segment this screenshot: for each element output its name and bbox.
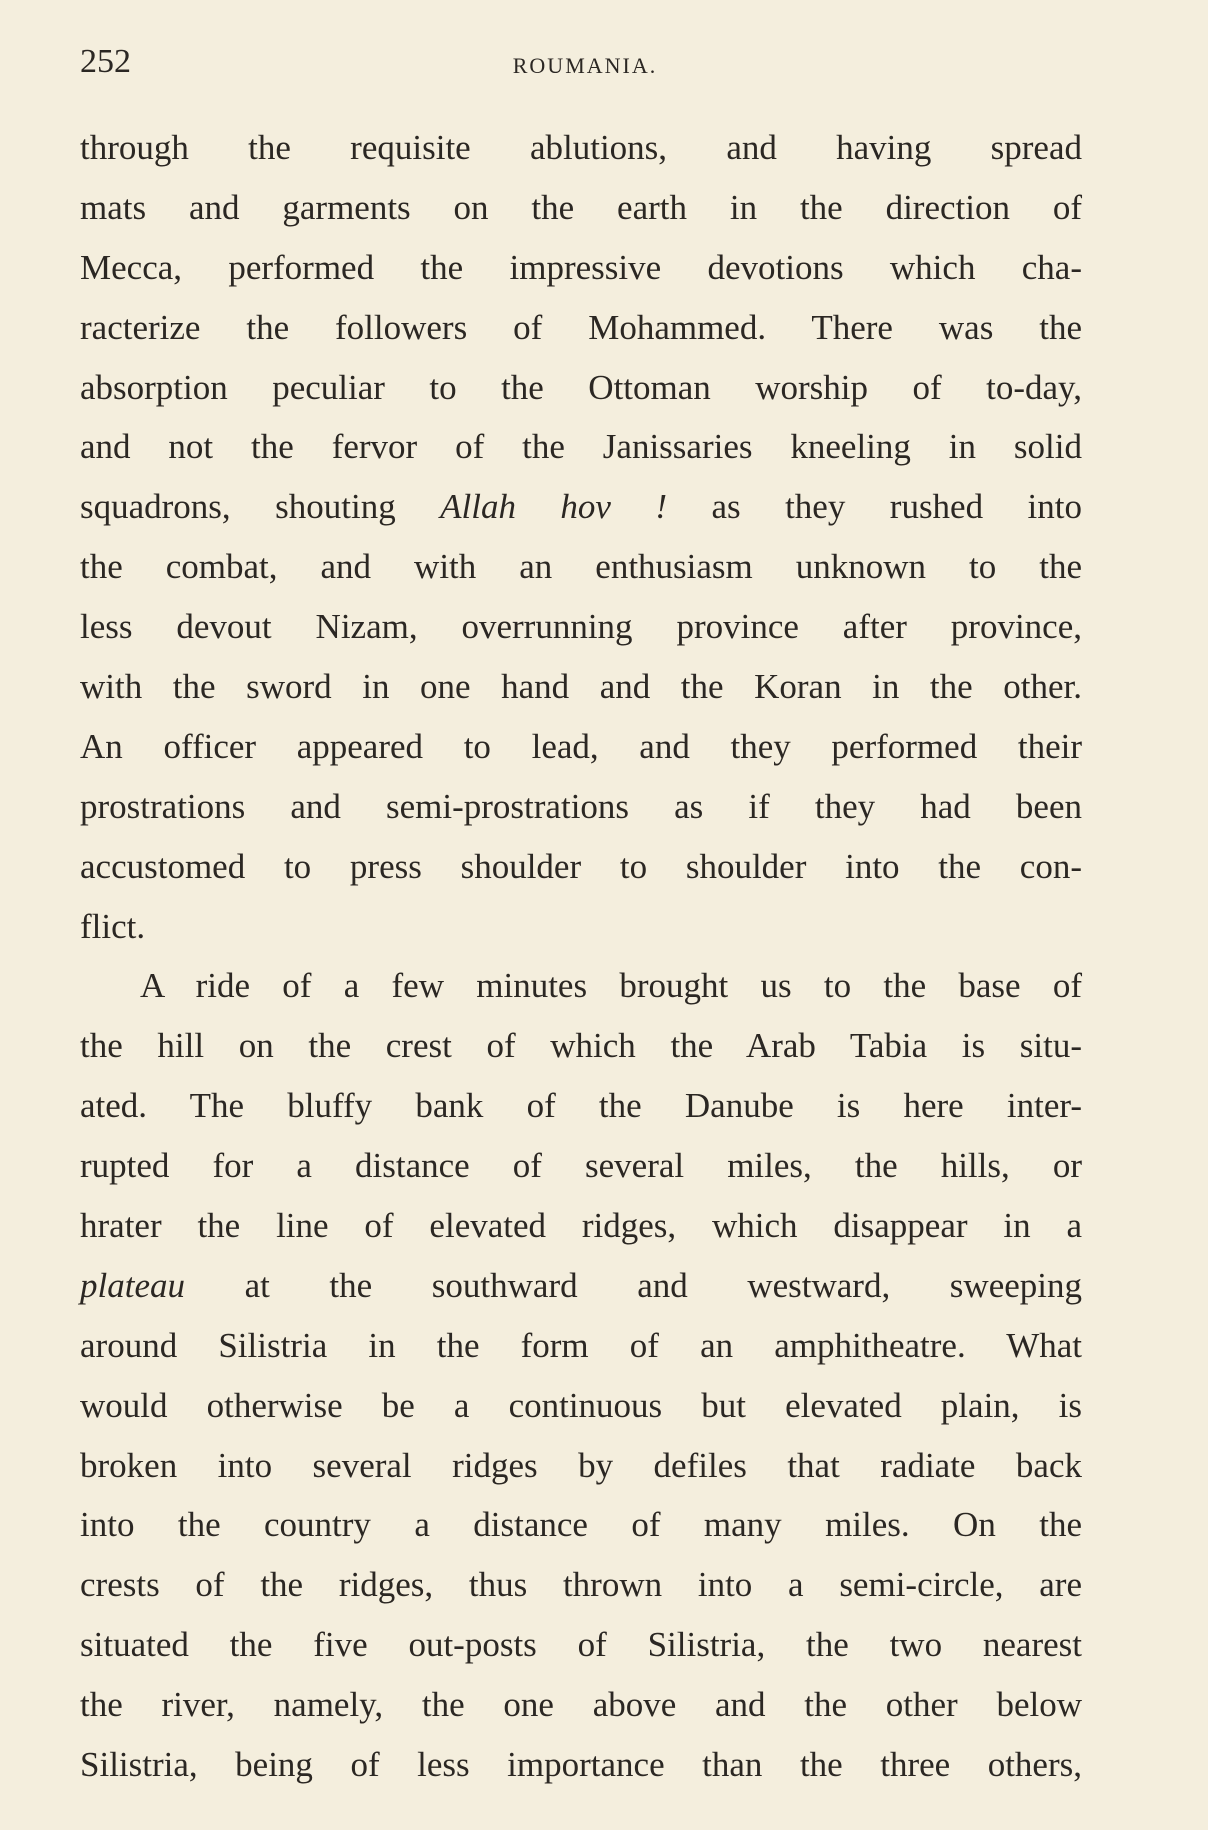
text-run: squadrons, shouting (80, 487, 441, 527)
text-line: ated. The bluffy bank of the Danube is here inter- (80, 1086, 1082, 1126)
text-line: less devout Nizam, overrunning province after province, (80, 607, 1082, 647)
text-line (80, 477, 1082, 537)
text-line (80, 1256, 1082, 1316)
text-line: the hill on the crest of which the Arab Tabia is situ- (80, 1026, 1082, 1066)
text-line: the combat, and with an enthusiasm unknown to the (80, 547, 1082, 587)
body-text (80, 118, 1082, 1795)
text-line: with the sword in one hand and the Koran in the other. (80, 667, 1082, 707)
text-line: rupted for a distance of several miles, the hills, or (80, 1146, 1082, 1186)
text-line: around Silistria in the form of an amphitheatre. What (80, 1325, 1082, 1365)
text-line: Silistria, being of less importance than the three others, (80, 1745, 1082, 1785)
text-line: mats and garments on the earth in the direction of (80, 187, 1082, 227)
italic-word: plateau (80, 1265, 185, 1305)
text-line: accustomed to press shoulder to shoulder into the con- (80, 846, 1082, 886)
text-line: prostrations and semi-prostrations as if they had been (80, 786, 1082, 826)
page-header (80, 38, 1090, 86)
text-line: situated the five out-posts of Silistria, the two nearest (80, 1625, 1082, 1665)
text-line: crests of the ridges, thus thrown into a semi-circle, are (80, 1565, 1082, 1605)
text-line: into the country a distance of many miles. On the (80, 1505, 1082, 1545)
text-line: racterize the followers of Mohammed. There was the (80, 307, 1082, 347)
text-line: would otherwise be a continuous but elevated plain, is (80, 1385, 1082, 1425)
text-run: as they rushed into (667, 487, 1082, 527)
text-line: broken into several ridges by defiles that radiate back (80, 1445, 1082, 1485)
page-number: 252 (80, 43, 131, 80)
text-line: through the requisite ablutions, and having spread (80, 128, 1082, 167)
text-line: hrater the line of elevated ridges, which disappear in a (80, 1206, 1082, 1246)
italic-phrase: Allah hov ! (440, 487, 668, 527)
running-head: ROUMANIA. (512, 53, 658, 78)
text-line: and not the fervor of the Janissaries kneeling in solid (80, 427, 1082, 467)
text-line: flict. (80, 906, 146, 946)
text-line: the river, namely, the one above and the other below (80, 1685, 1082, 1725)
paragraph-first-line: A ride of a few minutes brought us to the base of (140, 966, 1082, 1006)
text-line: absorption peculiar to the Ottoman worship of to-day, (80, 367, 1082, 407)
text-line: Mecca, performed the impressive devotions which cha- (80, 247, 1082, 287)
text-line: An officer appeared to lead, and they performed their (80, 726, 1082, 766)
text-run: at the southward and westward, sweeping (184, 1265, 1082, 1305)
